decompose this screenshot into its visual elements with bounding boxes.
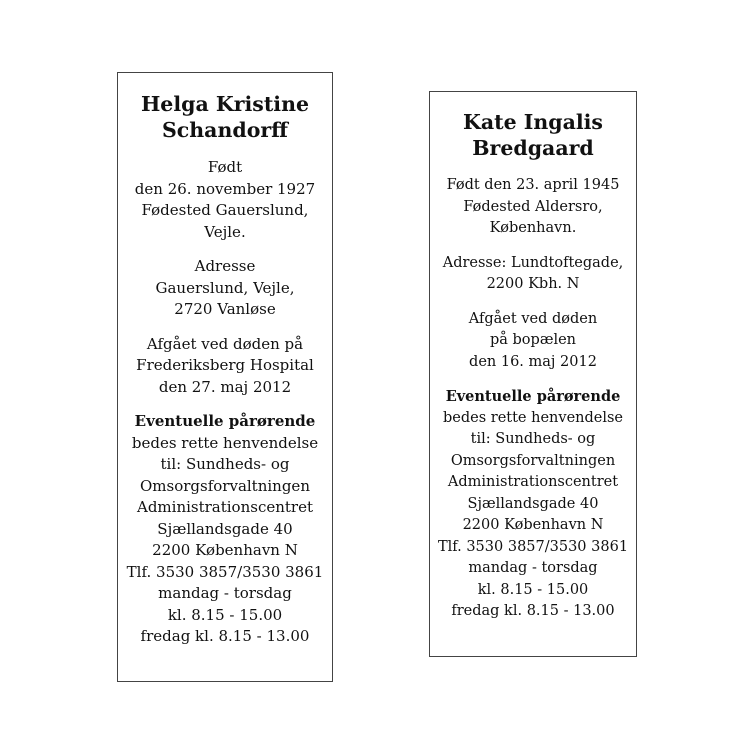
death-notice-helga bbox=[117, 72, 333, 682]
death-notice-kate bbox=[429, 91, 637, 657]
death-info: Afgået ved døden på bopælen den 16. maj 2012 bbox=[468, 310, 598, 370]
birth-info: Født den 26. november 1927 Fødested Gauerslund, Vejle. bbox=[134, 158, 316, 241]
death-info: Afgået ved døden på Frederiksberg Hospital den 27. maj 2012 bbox=[136, 334, 314, 396]
deceased-name: Helga Kristine Schandorff bbox=[140, 92, 310, 142]
address-info: Adresse Gauerslund, Vejle, 2720 Vanløse bbox=[155, 257, 295, 318]
relatives-heading: Eventuelle pårørende bbox=[134, 412, 316, 430]
relatives-info: Eventuelle pårørende bedes rette henvendelse til: Sundheds- og Omsorgsforvaltningen Administrationscentret Sjællandsgade 40 2200 København N Tlf. 3530 3857/3530 3861 mandag - torsdag kl. 8.15 - 15.00 fredag kl. 8.15 - 13.00 bbox=[430, 386, 636, 623]
address-info: Adresse: Lundtoftegade, 2200 Kbh. N bbox=[442, 254, 624, 292]
relatives-info: Eventuelle pårørende bedes rette henvendelse til: Sundheds- og Omsorgsforvaltningen Administrationscentret Sjællandsgade 40 2200 København N Tlf. 3530 3857/3530 3861 mandag - torsdag kl. 8.15 - 15.00 fredag kl. 8.15 - 13.00 bbox=[118, 411, 332, 648]
deceased-name: Kate Ingalis Bredgaard bbox=[463, 110, 603, 160]
birth-info: Født den 23. april 1945 Fødested Aldersro, København. bbox=[446, 177, 620, 236]
relatives-heading: Eventuelle pårørende bbox=[445, 388, 621, 405]
